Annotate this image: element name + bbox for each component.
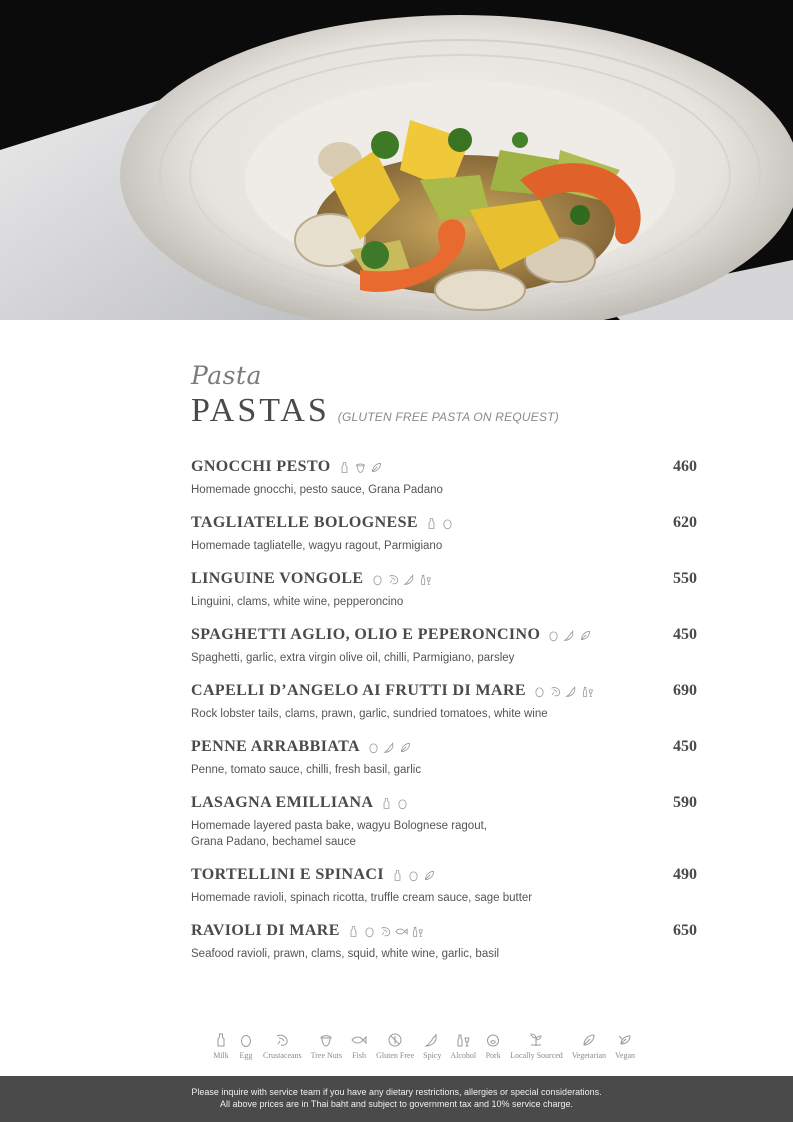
crustaceans-icon bbox=[274, 1032, 290, 1048]
fish-icon bbox=[351, 1032, 367, 1048]
page-title: PASTAS bbox=[191, 392, 330, 429]
item-name: TORTELLINI E SPINACI bbox=[191, 866, 384, 883]
item-icons bbox=[347, 925, 424, 938]
item-description-line: Homemade tagliatelle, wagyu ragout, Parmigiano bbox=[191, 540, 443, 552]
item-price: 590 bbox=[673, 794, 697, 811]
legend-item bbox=[376, 1032, 414, 1060]
egg-icon bbox=[407, 869, 420, 882]
item-description bbox=[191, 706, 591, 722]
footer-line-1: Please inquire with service team if you have any dietary restrictions, allergies or special considerations. bbox=[191, 1087, 602, 1097]
milk-icon bbox=[391, 869, 404, 882]
spicy-icon bbox=[403, 573, 416, 586]
item-name: CAPELLI D’ANGELO AI FRUTTI DI MARE bbox=[191, 682, 526, 699]
crustaceans-icon bbox=[379, 925, 392, 938]
legend-item bbox=[423, 1032, 441, 1060]
tree-nuts-icon bbox=[318, 1032, 334, 1048]
vegetarian-icon bbox=[370, 461, 383, 474]
crustaceans-icon bbox=[387, 573, 400, 586]
item-icons bbox=[547, 629, 592, 642]
alcohol-icon bbox=[411, 925, 424, 938]
legend-item bbox=[263, 1032, 302, 1060]
legend-label: Gluten Free bbox=[376, 1051, 415, 1060]
item-description bbox=[191, 482, 591, 498]
item-price: 550 bbox=[673, 570, 697, 587]
legend-item bbox=[572, 1032, 606, 1060]
fish-icon bbox=[395, 925, 408, 938]
item-description bbox=[191, 594, 591, 610]
egg-icon bbox=[238, 1032, 254, 1048]
alcohol-icon bbox=[455, 1032, 471, 1048]
crustaceans-icon bbox=[549, 685, 562, 698]
menu-item bbox=[191, 920, 699, 962]
milk-icon bbox=[425, 517, 438, 530]
spicy-icon bbox=[565, 685, 578, 698]
item-description-line: Spaghetti, garlic, extra virgin olive oil, chilli, Parmigiano, parsley bbox=[191, 652, 515, 664]
legend-label: Vegetarian bbox=[571, 1051, 607, 1060]
locally-sourced-icon bbox=[528, 1032, 544, 1048]
item-name: LINGUINE VONGOLE bbox=[191, 570, 364, 587]
item-description-line: Homemade layered pasta bake, wagyu Bolognese ragout, bbox=[191, 820, 487, 832]
spicy-icon bbox=[563, 629, 576, 642]
legend-label: Fish bbox=[352, 1051, 367, 1060]
spicy-icon bbox=[424, 1032, 440, 1048]
vegetarian-icon bbox=[581, 1032, 597, 1048]
legend-label: Alcohol bbox=[450, 1051, 477, 1060]
legend-label: Crustaceans bbox=[263, 1051, 302, 1060]
item-icons bbox=[380, 797, 409, 810]
legend-item bbox=[213, 1032, 229, 1060]
milk-icon bbox=[347, 925, 360, 938]
tree-nuts-icon bbox=[354, 461, 367, 474]
legend-label: Tree Nuts bbox=[310, 1051, 343, 1060]
egg-icon bbox=[371, 573, 384, 586]
item-description bbox=[191, 538, 591, 554]
egg-icon bbox=[441, 517, 454, 530]
menu-item bbox=[191, 736, 699, 778]
item-description bbox=[191, 762, 591, 778]
alcohol-icon bbox=[581, 685, 594, 698]
vegetarian-icon bbox=[399, 741, 412, 754]
milk-icon bbox=[338, 461, 351, 474]
egg-icon bbox=[396, 797, 409, 810]
legend-label: Vegan bbox=[615, 1051, 636, 1060]
legend-label: Milk bbox=[213, 1051, 229, 1060]
menu-item bbox=[191, 568, 699, 610]
legend-label: Locally Sourced bbox=[510, 1051, 563, 1060]
item-price: 690 bbox=[673, 682, 697, 699]
script-title: Pasta bbox=[191, 361, 262, 390]
legend-item bbox=[485, 1032, 501, 1060]
item-price: 450 bbox=[673, 626, 697, 643]
item-description-line: Grana Padano, bechamel sauce bbox=[191, 836, 356, 848]
spicy-icon bbox=[383, 741, 396, 754]
legend-item bbox=[450, 1032, 476, 1060]
item-price: 650 bbox=[673, 922, 697, 939]
item-description-line: Penne, tomato sauce, chilli, fresh basil, garlic bbox=[191, 764, 422, 776]
item-name: RAVIOLI DI MARE bbox=[191, 922, 340, 939]
item-icons bbox=[367, 741, 412, 754]
item-icons bbox=[391, 869, 436, 882]
item-price: 620 bbox=[673, 514, 697, 531]
item-description-line: Homemade ravioli, spinach ricotta, truffle cream sauce, sage butter bbox=[191, 892, 533, 904]
egg-icon bbox=[547, 629, 560, 642]
item-name: GNOCCHI PESTO bbox=[191, 458, 331, 475]
egg-icon bbox=[367, 741, 380, 754]
item-icons bbox=[338, 461, 383, 474]
item-icons bbox=[371, 573, 432, 586]
menu-item bbox=[191, 624, 699, 666]
page-subtitle: (GLUTEN FREE PASTA ON REQUEST) bbox=[337, 410, 559, 424]
footer-line-2: All above prices are in Thai baht and subject to government tax and 10% service charge. bbox=[219, 1099, 574, 1109]
legend-label: Spicy bbox=[423, 1051, 442, 1060]
milk-icon bbox=[380, 797, 393, 810]
item-description-line: Linguini, clams, white wine, pepperoncino bbox=[191, 596, 404, 608]
allergen-legend bbox=[213, 1032, 644, 1060]
menu-item bbox=[191, 792, 699, 850]
item-name: LASAGNA EMILLIANA bbox=[191, 794, 374, 811]
item-name: SPAGHETTI AGLIO, OLIO E PEPERONCINO bbox=[191, 626, 541, 643]
item-description-line: Seafood ravioli, prawn, clams, squid, white wine, garlic, basil bbox=[191, 948, 500, 960]
title-row bbox=[191, 392, 699, 432]
vegetarian-icon bbox=[579, 629, 592, 642]
item-description bbox=[191, 818, 591, 850]
legend-item bbox=[351, 1032, 367, 1060]
item-price: 450 bbox=[673, 738, 697, 755]
item-icons bbox=[425, 517, 454, 530]
menu-item bbox=[191, 512, 699, 554]
item-description bbox=[191, 890, 591, 906]
legend-item bbox=[615, 1032, 635, 1060]
hero-photo bbox=[0, 0, 793, 320]
item-description bbox=[191, 946, 591, 962]
menu-item bbox=[191, 456, 699, 498]
item-icons bbox=[533, 685, 594, 698]
menu-item bbox=[191, 680, 699, 722]
menu-item bbox=[191, 864, 699, 906]
egg-icon bbox=[363, 925, 376, 938]
pork-icon bbox=[485, 1032, 501, 1048]
legend-item bbox=[238, 1032, 254, 1060]
item-description-line: Rock lobster tails, clams, prawn, garlic, sundried tomatoes, white wine bbox=[191, 708, 548, 720]
menu-section bbox=[191, 360, 699, 960]
vegetarian-icon bbox=[423, 869, 436, 882]
legend-item bbox=[311, 1032, 342, 1060]
vegan-icon bbox=[617, 1032, 633, 1048]
legend-label: Egg bbox=[239, 1051, 253, 1060]
legend-item bbox=[510, 1032, 563, 1060]
alcohol-icon bbox=[419, 573, 432, 586]
footer bbox=[0, 1076, 793, 1122]
item-price: 460 bbox=[673, 458, 697, 475]
item-name: TAGLIATELLE BOLOGNESE bbox=[191, 514, 418, 531]
item-description-line: Homemade gnocchi, pesto sauce, Grana Padano bbox=[191, 484, 443, 496]
item-price: 490 bbox=[673, 866, 697, 883]
gluten-free-icon bbox=[387, 1032, 403, 1048]
milk-icon bbox=[213, 1032, 229, 1048]
item-description bbox=[191, 650, 591, 666]
egg-icon bbox=[533, 685, 546, 698]
item-name: PENNE ARRABBIATA bbox=[191, 738, 360, 755]
legend-label: Pork bbox=[485, 1051, 501, 1060]
